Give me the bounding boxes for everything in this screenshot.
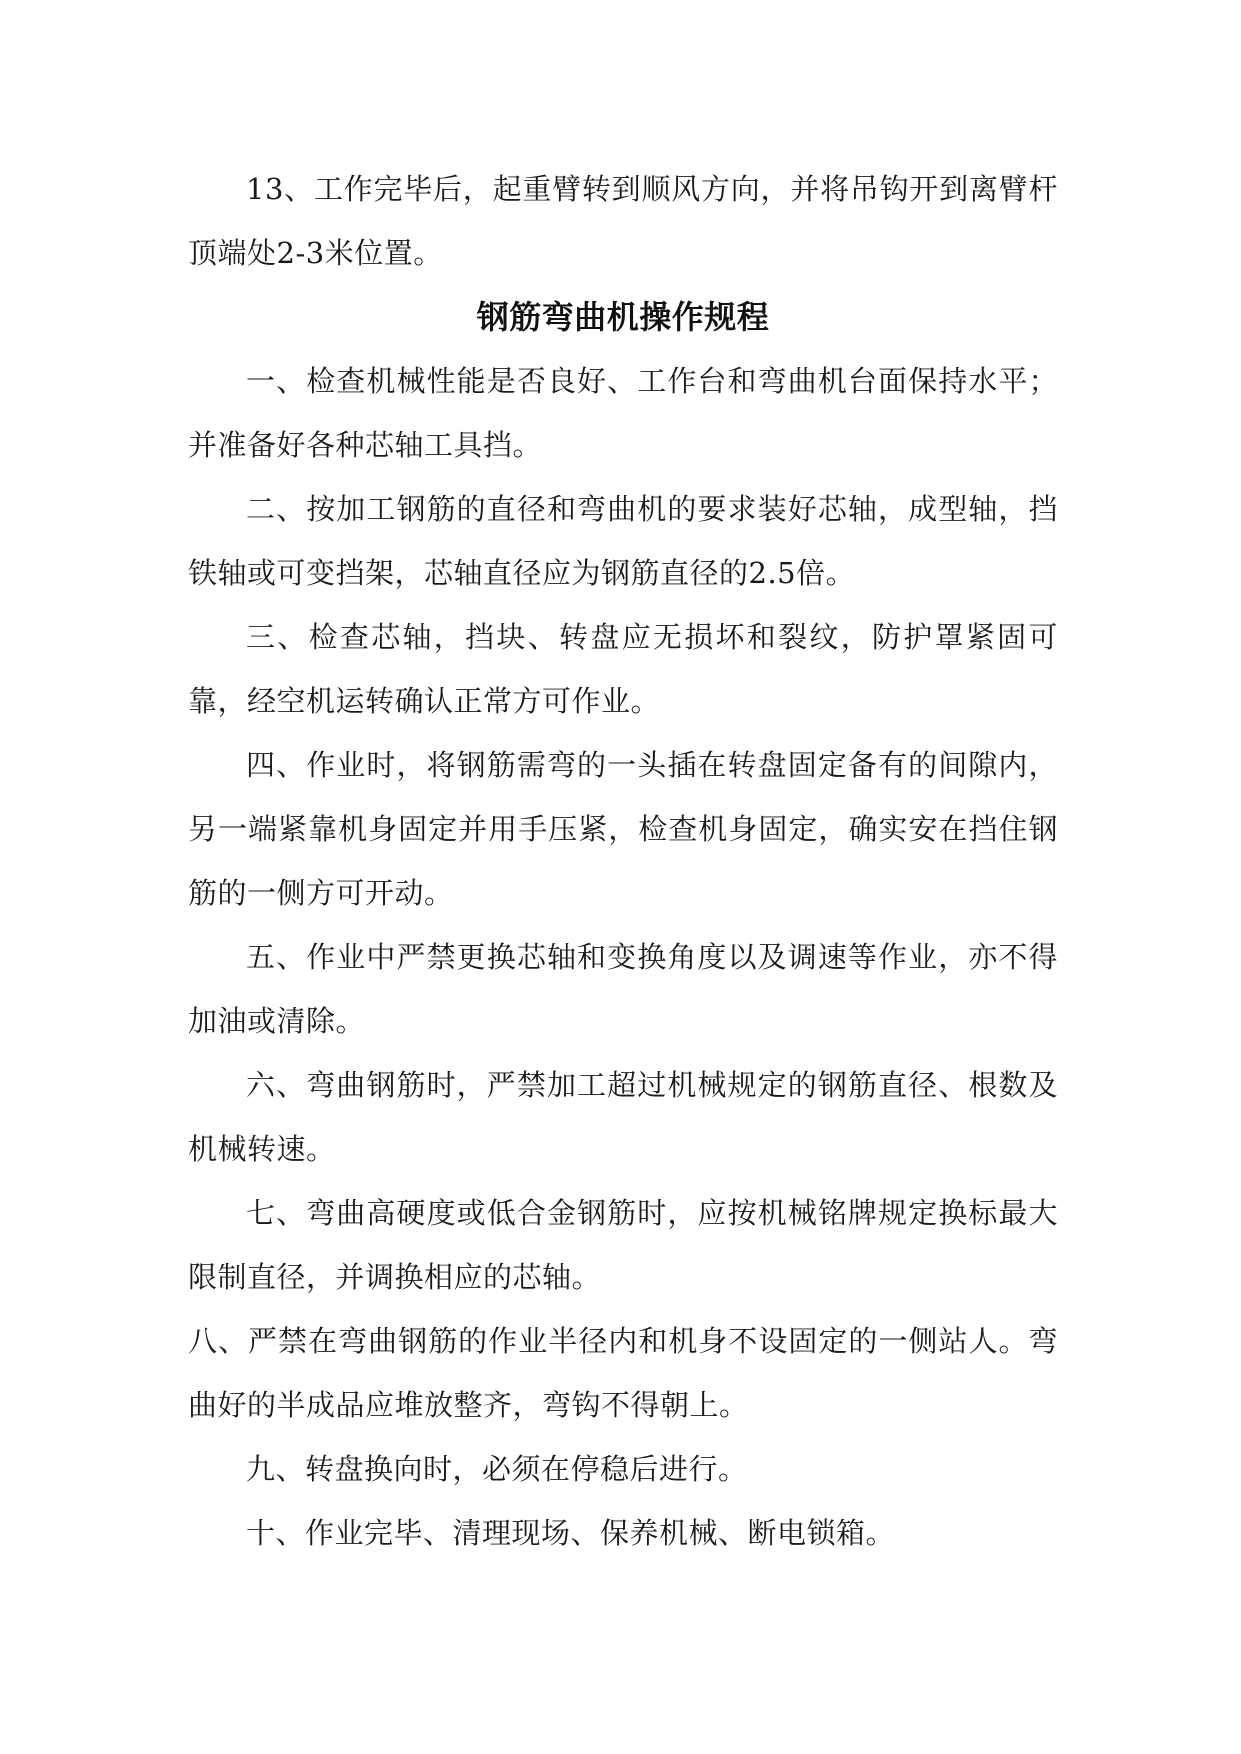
section-title: 钢筋弯曲机操作规程	[476, 298, 770, 336]
document-body	[188, 157, 1058, 1565]
rule-paragraph-7: 七、弯曲高硬度或低合金钢筋时，应按机械铭牌规定换标最大限制直径，并调换相应的芯轴。	[188, 1196, 1058, 1294]
rule-paragraph-8: 八、严禁在弯曲钢筋的作业半径内和机身不设固定的一侧站人。弯曲好的半成品应堆放整齐，弯钩不得朝上。	[188, 1324, 1058, 1422]
rule-paragraph-5: 五、作业中严禁更换芯轴和变换角度以及调速等作业，亦不得加油或清除。	[188, 940, 1058, 1038]
rule-paragraph-6: 六、弯曲钢筋时，严禁加工超过机械规定的钢筋直径、根数及机械转速。	[188, 1068, 1058, 1166]
intro-paragraph: 13、工作完毕后，起重臂转到顺风方向，并将吊钩开到离臂杆顶端处2-3米位置。	[188, 172, 1058, 270]
rule-paragraph-1: 一、检查机械性能是否良好、工作台和弯曲机台面保持水平；并准备好各种芯轴工具挡。	[188, 364, 1058, 462]
rule-paragraph-4: 四、作业时，将钢筋需弯的一头插在转盘固定备有的间隙内，另一端紧靠机身固定并用手压紧，检查机身固定，确实安在挡住钢筋的一侧方可开动。	[188, 748, 1058, 910]
rule-paragraph-10: 十、作业完毕、清理现场、保养机械、断电锁箱。	[246, 1516, 896, 1550]
rule-paragraph-2: 二、按加工钢筋的直径和弯曲机的要求装好芯轴，成型轴，挡铁轴或可变挡架，芯轴直径应为钢筋直径的2.5倍。	[188, 492, 1058, 590]
rule-paragraph-3: 三、检查芯轴，挡块、转盘应无损坏和裂纹，防护罩紧固可靠，经空机运转确认正常方可作业。	[188, 620, 1058, 718]
rule-paragraph-9: 九、转盘换向时，必须在停稳后进行。	[246, 1452, 748, 1486]
